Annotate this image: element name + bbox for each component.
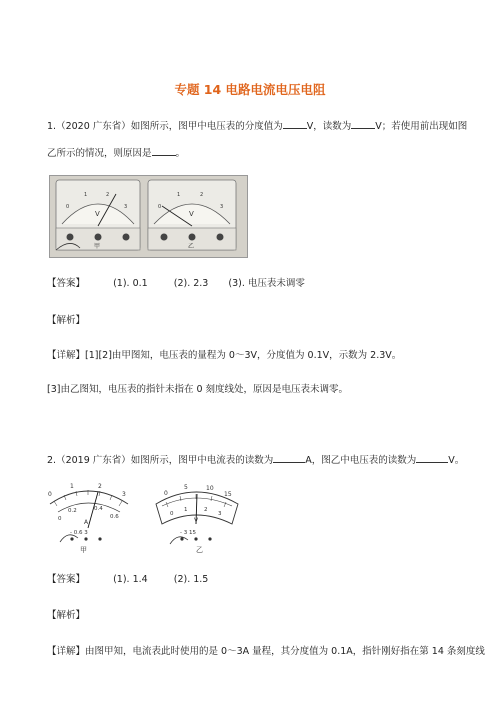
meter-left-sub: 甲: [94, 243, 101, 250]
q1-answer-2: (2). 2.3: [173, 278, 209, 289]
ammeter-bottom-tick-3: 0.6: [110, 514, 119, 520]
voltmeter-top-tick-0: 0: [164, 490, 168, 497]
meter-right-tick-2: 2: [200, 192, 204, 198]
voltmeter-bottom-tick-0: 0: [170, 511, 174, 517]
q1-text-e: 。: [175, 148, 186, 159]
meter-right-sub: 乙: [188, 243, 195, 250]
q1-line2: [47, 145, 185, 160]
q1-answer-row: [47, 277, 305, 290]
q2-detail-1: 【详解】由图甲知，电流表此时使用的是 0～3A 量程，其分度值为 0.1A，指针刚好指在第 14 条刻度线: [47, 646, 485, 657]
page-title: 专题 14 电路电流电压电阻: [174, 82, 326, 97]
q1-meter-photo: [50, 176, 247, 257]
q2-blank-2[interactable]: [416, 452, 448, 463]
voltmeter-bottom-tick-3: 3: [218, 511, 222, 517]
ammeter-bottom-tick-2: 0.4: [94, 506, 103, 512]
meter-left-unit: V: [95, 210, 100, 218]
ammeter-unit: A: [84, 519, 89, 526]
ammeter-terminals: - 0.6 3: [70, 530, 88, 536]
voltmeter-figure: [150, 482, 246, 554]
voltmeter-top-tick-3: 15: [224, 491, 232, 498]
voltmeter-terminals: - 3 15: [180, 530, 196, 536]
q1-line1: [47, 118, 467, 133]
meter-left-tick-2: 2: [106, 192, 110, 198]
q1-text-c: V；若使用前出现如图: [375, 121, 468, 132]
q2-text-b: A，图乙中电压表的读数为: [305, 455, 417, 466]
meter-right-terminal-3: [217, 234, 224, 241]
ammeter-top-tick-0: 0: [48, 491, 52, 498]
q2-analysis-label: 【解析】: [47, 610, 86, 621]
ammeter-bottom-tick-1: 0.2: [68, 508, 77, 514]
meter-right-tick-1: 1: [177, 192, 181, 198]
q1-text-d: 乙所示的情况，则原因是: [47, 148, 152, 159]
q2-answer-row: [47, 573, 208, 586]
q2-answer-1: (1). 1.4: [113, 574, 148, 585]
q2-text-c: V。: [448, 455, 465, 466]
ammeter-top-tick-3: 3: [122, 491, 126, 498]
q1-detail-2: [3]由乙图知，电压表的指针未指在 0 刻度线处，原因是电压表未调零。: [47, 384, 349, 395]
q2-answer-2: (2). 1.5: [173, 574, 209, 585]
voltmeter-top-tick-1: 5: [184, 484, 188, 491]
q1-analysis-label: 【解析】: [47, 315, 86, 326]
q2-line1: [47, 452, 464, 467]
q2-answer-label: 【答案】: [47, 574, 86, 585]
meter-right-tick-0: 0: [158, 204, 162, 210]
q1-photo: [49, 175, 248, 258]
meter-right-unit: V: [189, 210, 194, 218]
voltmeter-bottom-tick-2: 2: [204, 507, 208, 513]
q2-blank-1[interactable]: [273, 452, 305, 463]
ammeter-scale-arc: [50, 491, 128, 504]
voltmeter-unit: V: [194, 517, 199, 524]
ammeter-top-tick-2: 2: [98, 483, 102, 490]
meter-right-terminal-1: [161, 234, 168, 241]
ammeter-top-tick-1: 1: [70, 483, 74, 490]
voltmeter-top-tick-2: 10: [206, 485, 214, 492]
q1-text-a: 1.（2020 广东省）如图所示，图甲中电压表的分度值为: [47, 121, 283, 132]
q1-text-b: V，读数为: [306, 121, 352, 132]
meter-left-tick-3: 3: [124, 204, 128, 210]
meter-left-terminal-2: [95, 234, 102, 241]
ammeter-bottom-tick-0: 0: [58, 516, 62, 522]
q1-blank-3[interactable]: [152, 145, 176, 156]
ammeter-caption: 甲: [80, 546, 87, 554]
q1-blank-1[interactable]: [283, 118, 307, 129]
q1-answer-3: (3). 电压表未调零: [228, 278, 305, 289]
q2-text-a: 2.（2019 广东省）如图所示，图甲中电流表的读数为: [47, 455, 274, 466]
q1-answer-label: 【答案】: [47, 278, 86, 289]
ammeter-figure: [46, 482, 136, 554]
q1-detail-1: 【详解】[1][2]由甲图知，电压表的量程为 0～3V，分度值为 0.1V，示数为 2.3V。: [47, 350, 402, 361]
q1-answer-1: (1). 0.1: [113, 278, 148, 289]
meter-right-terminal-2: [189, 234, 196, 241]
meter-left-tick-0: 0: [66, 204, 70, 210]
voltmeter-caption: 乙: [196, 546, 203, 554]
q1-blank-2[interactable]: [351, 118, 375, 129]
meter-left-terminal-3: [123, 234, 130, 241]
voltmeter-bottom-tick-1: 1: [184, 507, 188, 513]
meter-right-tick-3: 3: [220, 204, 224, 210]
meter-left-terminal-1: [67, 234, 74, 241]
meter-left-tick-1: 1: [84, 192, 88, 198]
